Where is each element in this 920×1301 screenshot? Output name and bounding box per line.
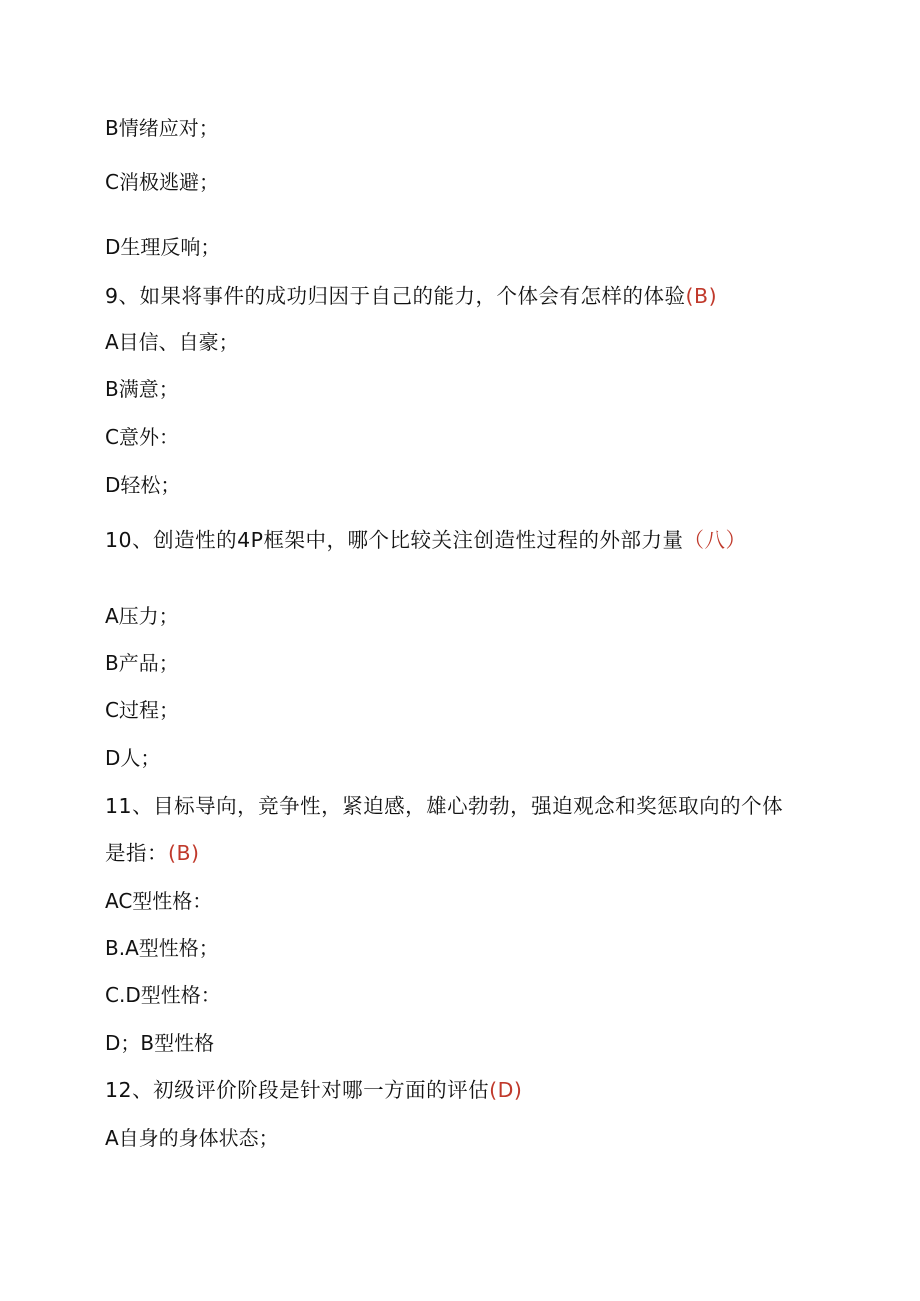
answer-label: (D) xyxy=(489,1078,523,1102)
question-text: 是指： xyxy=(105,841,168,865)
q9-option-a xyxy=(105,330,239,354)
q11-option-a xyxy=(105,889,212,913)
q10-option-d xyxy=(105,746,160,770)
option-b-emotional-coping xyxy=(105,116,219,140)
line-text: A目信、自豪； xyxy=(105,330,239,354)
option-c-negative-avoidance xyxy=(105,170,219,194)
question-11-continued xyxy=(105,841,200,865)
q9-option-c xyxy=(105,425,179,449)
line-text: C.D型性格： xyxy=(105,983,221,1007)
question-text: 11、目标导向，竞争性，紧迫感，雄心勃勃，强迫观念和奖惩取向的个体 xyxy=(105,794,784,818)
question-10 xyxy=(105,528,747,552)
answer-label: (B) xyxy=(168,841,200,865)
line-text: D生理反响； xyxy=(105,235,221,259)
q11-option-b xyxy=(105,936,219,960)
q10-option-c xyxy=(105,698,179,722)
line-text: B情绪应对； xyxy=(105,116,219,140)
answer-label: (B) xyxy=(685,284,718,308)
line-text: A压力； xyxy=(105,604,179,628)
question-11 xyxy=(105,794,783,818)
line-text: AC型性格： xyxy=(105,889,213,913)
q10-option-b xyxy=(105,651,179,675)
line-text: D人； xyxy=(105,746,161,770)
question-text: 10、创造性的4P框架中，哪个比较关注创造性过程的外部力量 xyxy=(105,528,684,552)
line-text: C消极逃避； xyxy=(105,170,219,194)
line-text: D；B型性格 xyxy=(105,1031,215,1055)
q11-option-d xyxy=(105,1031,214,1055)
q10-option-a xyxy=(105,604,179,628)
question-12 xyxy=(105,1078,522,1102)
line-text: A自身的身体状态； xyxy=(105,1126,279,1150)
q9-option-d xyxy=(105,473,180,497)
line-text: D轻松； xyxy=(105,473,181,497)
line-text: B产品； xyxy=(105,651,179,675)
line-text: B.A型性格； xyxy=(105,936,219,960)
answer-label: （八） xyxy=(683,528,747,552)
question-text: 12、初级评价阶段是针对哪一方面的评估 xyxy=(105,1078,490,1102)
question-text: 9、如果将事件的成功归因于自己的能力，个体会有怎样的体验 xyxy=(105,284,686,308)
line-text: C过程； xyxy=(105,698,179,722)
q12-option-a xyxy=(105,1126,279,1150)
q9-option-b xyxy=(105,377,179,401)
line-text: C意外： xyxy=(105,425,179,449)
option-d-physiological-response xyxy=(105,235,220,259)
question-9 xyxy=(105,284,717,308)
line-text: B满意； xyxy=(105,377,179,401)
q11-option-c xyxy=(105,983,221,1007)
